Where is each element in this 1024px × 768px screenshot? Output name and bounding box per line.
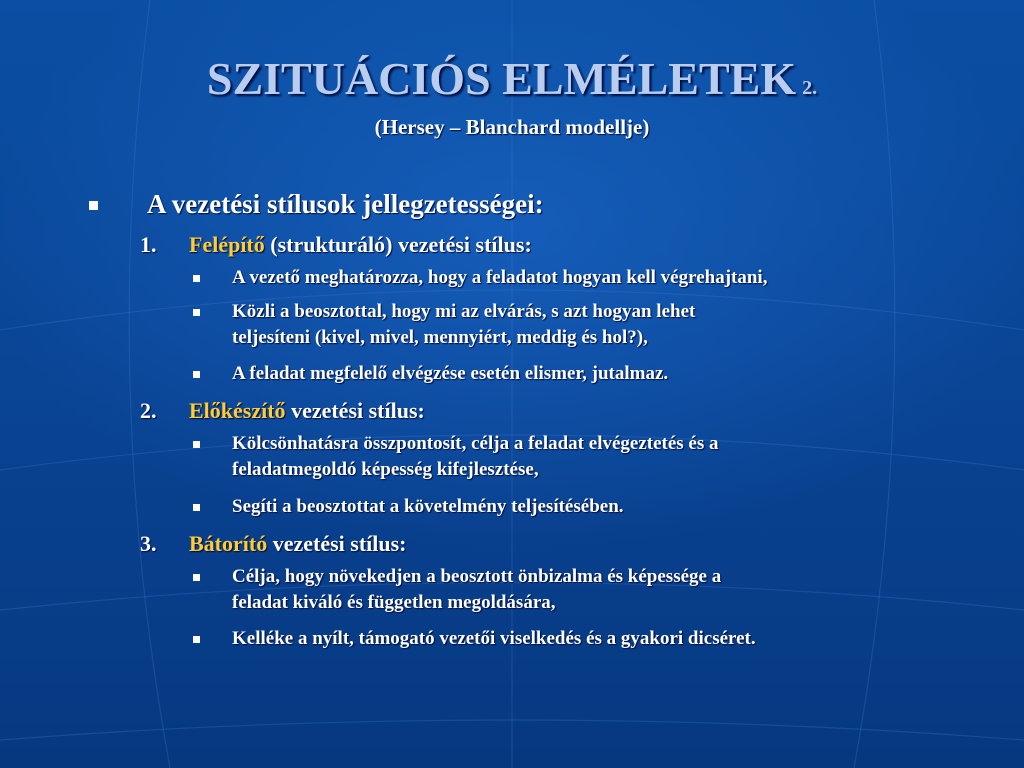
point-line: A vezető meghatározza, hogy a feladatot hogyan kell végrehajtani, (232, 267, 768, 288)
point-line: teljesíteni (kivel, mivel, mennyiért, meddig és hol?), (232, 327, 648, 348)
style-rest: vezetési stílus: (285, 398, 425, 423)
bullet-square-icon (193, 371, 200, 378)
point-line: Közli a beosztottal, hogy mi az elvárás, s azt hogyan lehet (232, 301, 696, 322)
style-name: Előkészítő (189, 398, 286, 423)
style-heading (189, 231, 532, 259)
bullet-square-icon (193, 441, 200, 448)
style-name: Felépítő (189, 232, 265, 257)
style-number: 3. (140, 531, 157, 556)
style-rest: vezetési stílus: (267, 531, 407, 556)
style-number: 1. (140, 232, 157, 257)
bullet-square-icon (193, 309, 200, 316)
point-line: Segíti a beosztottat a követelmény teljesítésében. (232, 496, 624, 517)
style-name: Bátorító (189, 531, 268, 556)
bullet-square-icon (193, 574, 200, 581)
section-heading: A vezetési stílusok jellegzetességei: (147, 189, 544, 219)
bullet-square-icon (89, 201, 98, 210)
bullet-square-icon (193, 504, 200, 511)
style-rest: (strukturáló) vezetési stílus: (264, 232, 532, 257)
point-line: Kölcsönhatásra összpontosít, célja a feladat elvégeztetés és a (232, 433, 719, 454)
bullet-square-icon (193, 636, 200, 643)
title-main: SZITUÁCIÓS ELMÉLETEK (206, 53, 797, 104)
slide-subtitle: (Hersey – Blanchard modellje) (374, 115, 650, 139)
style-heading (189, 530, 407, 558)
point-line: A feladat megfelelő elvégzése esetén elismer, jutalmaz. (232, 363, 669, 384)
point-line: feladat kiváló és független megoldására, (232, 592, 556, 613)
style-heading (189, 397, 425, 425)
bullet-square-icon (193, 275, 200, 282)
style-number: 2. (140, 398, 157, 423)
point-line: feladatmegoldó képesség kifejlesztése, (232, 459, 539, 480)
point-line: Célja, hogy növekedjen a beosztott önbizalma és képessége a (232, 566, 722, 587)
title-suffix: 2. (802, 77, 818, 99)
point-line: Kelléke a nyílt, támogató vezetői viselkedés és a gyakori dicséret. (232, 628, 756, 649)
